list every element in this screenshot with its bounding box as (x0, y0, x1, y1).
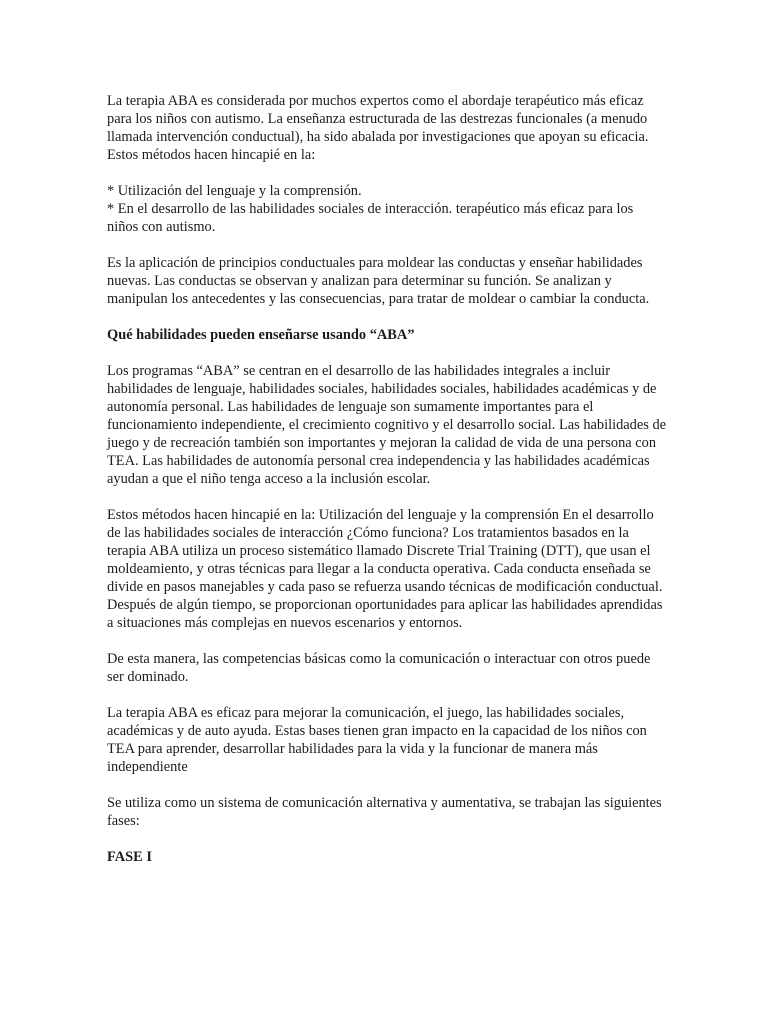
document-page (107, 92, 667, 884)
paragraph-phases-intro: Se utiliza como un sistema de comunicación alternativa y aumentativa, se trabajan las siguientes fases: (107, 795, 662, 829)
paragraph-effectiveness: La terapia ABA es eficaz para mejorar la comunicación, el juego, las habilidades sociales, académicas y de auto ayuda. Estas bases tienen gran impacto en la capacidad de los niños con TEA para aprender, desarrollar habilidades para la vida y la funcionar de manera más independiente (107, 705, 647, 775)
section-heading: Qué habilidades pueden enseñarse usando “ABA” (107, 327, 415, 343)
paragraph-definition: Es la aplicación de principios conductuales para moldear las conductas y enseñar habilidades nuevas. Las conductas se observan y analizan para determinar su función. Se analizan y manipulan los antecedentes y las consecuencias, para tratar de moldear o cambiar la conducta. (107, 255, 650, 307)
paragraph-programs: Los programas “ABA” se centran en el desarrollo de las habilidades integrales a incluir habilidades de lenguaje, habilidades sociales, habilidades sociales, habilidades académicas y de autonomía personal. Las habilidades de lenguaje son sumamente importantes para el funcionamiento independiente, el crecimiento cognitivo y el desarrollo social. Las habilidades de juego y de recreación también son importantes y mejoran la calidad de vida de una persona con TEA. Las habilidades de autonomía personal crea independencia y las habilidades académicas ayudan a que el niño tenga acceso a la inclusión escolar. (107, 363, 667, 487)
paragraph-competencies: De esta manera, las competencias básicas como la comunicación o interactuar con otros puede ser dominado. (107, 651, 651, 685)
bullet-item: * Utilización del lenguaje y la comprensión. (107, 183, 362, 199)
bullet-item: * En el desarrollo de las habilidades sociales de interacción. terapéutico más eficaz para los niños con autismo. (107, 201, 634, 235)
paragraph-intro: La terapia ABA es considerada por muchos expertos como el abordaje terapéutico más eficaz para los niños con autismo. La enseñanza estructurada de las destrezas funcionales (a menudo llamada intervención conductual), ha sido abalada por investigaciones que apoyan su eficacia. Estos métodos hacen hincapié en la: (107, 93, 649, 163)
paragraph-methods: Estos métodos hacen hincapié en la: Utilización del lenguaje y la comprensión En el desarrollo de las habilidades sociales de interacción ¿Cómo funciona? Los tratamientos basados en la terapia ABA utiliza un proceso sistemático llamado Discrete Trial Training (DTT), que usan el moldeamiento, y otras técnicas para llegar a la conducta operativa. Cada conducta enseñada se divide en pasos manejables y cada paso se refuerza usando técnicas de modificación conductual. Después de algún tiempo, se proporcionan oportunidades para aplicar las habilidades aprendidas a situaciones más complejas en nuevos escenarios y entornos. (107, 507, 663, 631)
phase-heading: FASE I (107, 849, 152, 865)
